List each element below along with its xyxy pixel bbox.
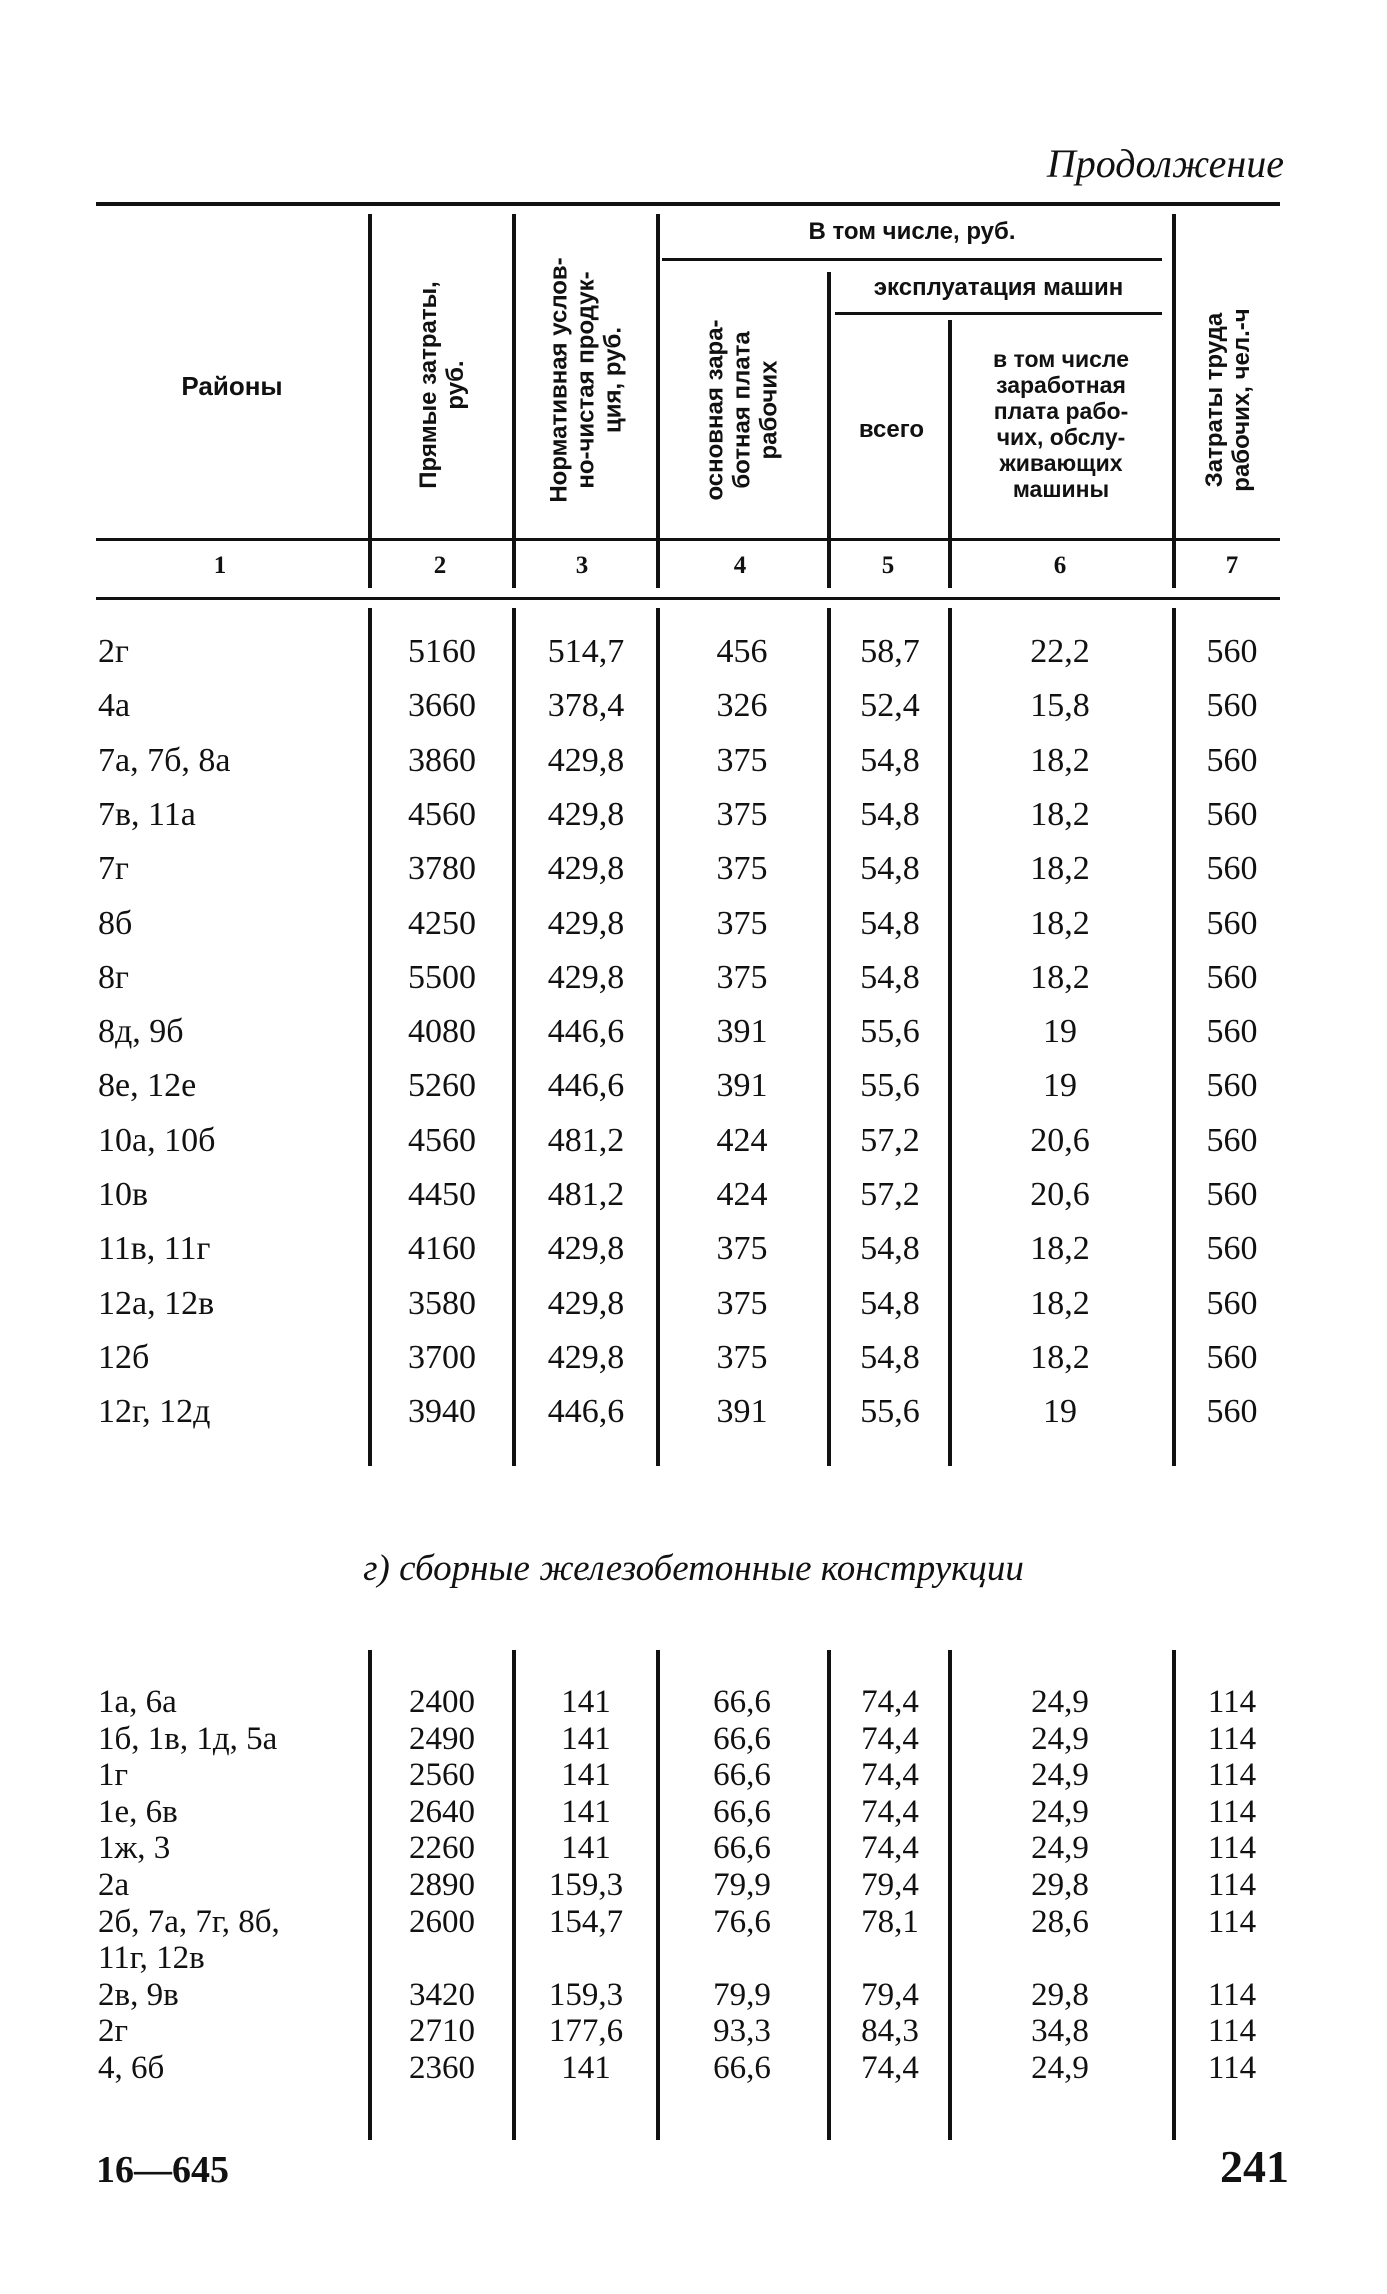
- value-cell: 54,8: [860, 904, 920, 942]
- region-cell: 2б, 7а, 7г, 8б,: [98, 1903, 280, 1940]
- value-cell: 66,6: [713, 1720, 771, 1757]
- value-cell: 20,6: [1030, 1176, 1090, 1213]
- value-cell: 2600: [409, 1903, 475, 1940]
- table-row: [0, 1757, 1387, 1793]
- value-cell: 2640: [409, 1793, 475, 1830]
- value-cell: 3420: [409, 1976, 475, 2013]
- value-cell: 159,3: [548, 1976, 624, 2013]
- value-cell: 141: [561, 1684, 611, 1720]
- value-cell: 560: [1206, 904, 1258, 942]
- value-cell: 429,8: [547, 1338, 625, 1376]
- table-row: [0, 1684, 1387, 1720]
- value-cell: 19: [1043, 1013, 1077, 1051]
- region-cell: 2в, 9в: [98, 1976, 179, 2013]
- table-row: [0, 686, 1387, 726]
- value-cell: 79,4: [861, 1867, 919, 1903]
- value-cell: 74,4: [861, 1830, 919, 1867]
- header-bottom-rule: [96, 538, 1280, 541]
- region-cell: 7а, 7б, 8а: [98, 741, 231, 779]
- value-cell: 560: [1206, 633, 1258, 670]
- value-cell: 2560: [409, 1757, 475, 1794]
- value-cell: 55,6: [860, 1013, 920, 1051]
- table-top-rule: [96, 202, 1280, 206]
- value-cell: 79,4: [861, 1976, 919, 2013]
- value-cell: 29,8: [1031, 1976, 1089, 2013]
- table-row: [0, 1012, 1387, 1052]
- value-cell: 3700: [408, 1338, 476, 1376]
- value-cell: 4160: [408, 1230, 476, 1268]
- value-cell: 429,8: [547, 850, 625, 888]
- col-number: 4: [733, 552, 747, 579]
- value-cell: 2400: [409, 1684, 475, 1720]
- table-row: [0, 1904, 1387, 1940]
- value-cell: 560: [1206, 1067, 1258, 1105]
- value-cell: 2260: [409, 1830, 475, 1867]
- value-cell: 2710: [409, 2013, 475, 2050]
- value-cell: 114: [1207, 2013, 1257, 2050]
- value-cell: 114: [1207, 2050, 1257, 2086]
- value-cell: 66,6: [713, 1757, 771, 1794]
- header-direct-costs: Прямые затраты, руб.: [415, 281, 469, 489]
- table-row: [0, 2050, 1387, 2086]
- value-cell: 57,2: [860, 1176, 920, 1213]
- region-cell: 4, 6б: [98, 2050, 165, 2086]
- value-cell: 177,6: [548, 2013, 624, 2050]
- value-cell: 4560: [408, 795, 476, 833]
- value-cell: 18,2: [1030, 1284, 1090, 1322]
- region-cell: 1а, 6а: [98, 1684, 177, 1720]
- table-row: [0, 1721, 1387, 1757]
- value-cell: 5160: [408, 633, 476, 670]
- value-cell: 93,3: [713, 2013, 771, 2050]
- value-cell: 424: [716, 1121, 768, 1159]
- value-cell: 54,8: [860, 1338, 920, 1376]
- value-cell: 114: [1207, 1793, 1257, 1830]
- value-cell: 79,9: [713, 1976, 771, 2013]
- value-cell: 429,8: [547, 958, 625, 996]
- value-cell: 4080: [408, 1013, 476, 1051]
- table-row: [0, 1867, 1387, 1903]
- region-cell: 2г: [98, 633, 129, 670]
- header-normative-output: Нормативная услов- но-чистая продук- ция, руб.: [545, 257, 627, 503]
- value-cell: 66,6: [713, 2050, 771, 2086]
- value-cell: 74,4: [861, 1757, 919, 1794]
- value-cell: 74,4: [861, 1720, 919, 1757]
- value-cell: 375: [716, 850, 768, 888]
- value-cell: 5500: [408, 958, 476, 996]
- value-cell: 66,6: [713, 1793, 771, 1830]
- table-row: [0, 1392, 1387, 1432]
- header-regions: Районы: [181, 371, 283, 401]
- table-row: [0, 1175, 1387, 1215]
- table-row: [0, 1284, 1387, 1324]
- region-cell: 2г: [98, 2013, 129, 2050]
- value-cell: 481,2: [547, 1176, 625, 1213]
- col-number: 7: [1225, 552, 1239, 579]
- value-cell: 446,6: [547, 1393, 625, 1431]
- value-cell: 5260: [408, 1067, 476, 1105]
- table-row: [0, 2013, 1387, 2049]
- value-cell: 18,2: [1030, 741, 1090, 779]
- table-row: [0, 1066, 1387, 1106]
- colnum-bottom-rule: [96, 597, 1280, 600]
- value-cell: 74,4: [861, 2050, 919, 2086]
- value-cell: 54,8: [860, 850, 920, 888]
- value-cell: 54,8: [860, 741, 920, 779]
- col-number: 1: [213, 552, 227, 579]
- table-row: [0, 904, 1387, 944]
- value-cell: 429,8: [547, 904, 625, 942]
- value-cell: 481,2: [547, 1121, 625, 1159]
- table-row: [0, 1940, 1387, 1976]
- col-number: 6: [1053, 552, 1067, 579]
- value-cell: 159,3: [548, 1867, 624, 1903]
- header-divider-5: [948, 320, 952, 588]
- value-cell: 15,8: [1030, 687, 1090, 725]
- region-cell: 7г: [98, 850, 129, 888]
- table-row: [0, 1229, 1387, 1269]
- value-cell: 20,6: [1030, 1121, 1090, 1159]
- header-incl-group: В том числе, руб.: [808, 218, 1016, 245]
- value-cell: 2490: [409, 1720, 475, 1757]
- value-cell: 19: [1043, 1393, 1077, 1431]
- value-cell: 114: [1207, 1867, 1257, 1903]
- header-divider-6: [1172, 214, 1176, 588]
- region-cell: 12а, 12в: [98, 1284, 215, 1322]
- value-cell: 22,2: [1030, 633, 1090, 670]
- value-cell: 375: [716, 741, 768, 779]
- value-cell: 391: [716, 1067, 768, 1105]
- region-cell: 12г, 12д: [98, 1393, 211, 1431]
- value-cell: 74,4: [861, 1684, 919, 1720]
- value-cell: 326: [716, 687, 768, 725]
- value-cell: 84,3: [861, 2013, 919, 2050]
- value-cell: 141: [561, 1830, 611, 1867]
- header-divider-4: [827, 272, 831, 588]
- region-cell: 1б, 1в, 1д, 5а: [98, 1720, 278, 1757]
- value-cell: 4250: [408, 904, 476, 942]
- value-cell: 560: [1206, 1121, 1258, 1159]
- value-cell: 141: [561, 1720, 611, 1757]
- continuation-label: Продолжение: [1046, 141, 1284, 186]
- value-cell: 2890: [409, 1867, 475, 1903]
- value-cell: 560: [1206, 1338, 1258, 1376]
- header-divider-3: [656, 214, 660, 588]
- value-cell: 429,8: [547, 741, 625, 779]
- table-row: [0, 958, 1387, 998]
- region-cell: 8е, 12е: [98, 1067, 197, 1105]
- value-cell: 4450: [408, 1176, 476, 1213]
- value-cell: 18,2: [1030, 904, 1090, 942]
- value-cell: 375: [716, 1284, 768, 1322]
- region-cell: 11г, 12в: [98, 1940, 205, 1977]
- value-cell: 54,8: [860, 958, 920, 996]
- value-cell: 2360: [409, 2050, 475, 2086]
- value-cell: 375: [716, 1230, 768, 1268]
- value-cell: 3660: [408, 687, 476, 725]
- value-cell: 560: [1206, 850, 1258, 888]
- region-cell: 12б: [98, 1338, 150, 1376]
- value-cell: 34,8: [1031, 2013, 1089, 2050]
- value-cell: 24,9: [1031, 1757, 1089, 1794]
- table-row: [0, 1830, 1387, 1866]
- value-cell: 429,8: [547, 1230, 625, 1268]
- value-cell: 74,4: [861, 1793, 919, 1830]
- value-cell: 18,2: [1030, 958, 1090, 996]
- value-cell: 57,2: [860, 1121, 920, 1159]
- value-cell: 375: [716, 795, 768, 833]
- value-cell: 3780: [408, 850, 476, 888]
- table-row: [0, 1338, 1387, 1378]
- value-cell: 560: [1206, 1230, 1258, 1268]
- value-cell: 55,6: [860, 1393, 920, 1431]
- value-cell: 560: [1206, 1013, 1258, 1051]
- value-cell: 141: [561, 2050, 611, 2086]
- table-row: [0, 849, 1387, 889]
- value-cell: 54,8: [860, 1230, 920, 1268]
- value-cell: 560: [1206, 1284, 1258, 1322]
- value-cell: 429,8: [547, 1284, 625, 1322]
- value-cell: 375: [716, 1338, 768, 1376]
- page-number: 241: [1220, 2141, 1289, 2192]
- region-cell: 1ж, 3: [98, 1830, 171, 1867]
- value-cell: 375: [716, 958, 768, 996]
- section-title: г) сборные железобетонные конструкции: [363, 1548, 1024, 1589]
- value-cell: 446,6: [547, 1067, 625, 1105]
- header-machine-ops: эксплуатация машин: [873, 274, 1124, 301]
- region-cell: 8г: [98, 958, 129, 996]
- value-cell: 560: [1206, 795, 1258, 833]
- region-cell: 4а: [98, 687, 131, 725]
- value-cell: 114: [1207, 1684, 1257, 1720]
- header-divider-2: [512, 214, 516, 588]
- value-cell: 456: [716, 633, 768, 670]
- value-cell: 114: [1207, 1903, 1257, 1940]
- table-row: [0, 795, 1387, 835]
- value-cell: 391: [716, 1013, 768, 1051]
- value-cell: 3940: [408, 1393, 476, 1431]
- region-cell: 2а: [98, 1867, 130, 1903]
- region-cell: 11в, 11г: [98, 1230, 211, 1268]
- value-cell: 3860: [408, 741, 476, 779]
- value-cell: 560: [1206, 1393, 1258, 1431]
- value-cell: 4560: [408, 1121, 476, 1159]
- value-cell: 391: [716, 1393, 768, 1431]
- value-cell: 141: [561, 1793, 611, 1830]
- value-cell: 114: [1207, 1830, 1257, 1867]
- col-number: 5: [881, 552, 895, 579]
- region-cell: 1г: [98, 1757, 129, 1794]
- value-cell: 18,2: [1030, 1230, 1090, 1268]
- region-cell: 10а, 10б: [98, 1121, 216, 1159]
- value-cell: 560: [1206, 958, 1258, 996]
- value-cell: 66,6: [713, 1830, 771, 1867]
- value-cell: 24,9: [1031, 1793, 1089, 1830]
- table-row: [0, 632, 1387, 672]
- value-cell: 114: [1207, 1976, 1257, 2013]
- value-cell: 29,8: [1031, 1867, 1089, 1903]
- value-cell: 78,1: [861, 1903, 919, 1940]
- table-row: [0, 741, 1387, 781]
- value-cell: 114: [1207, 1757, 1257, 1794]
- table-row: [0, 1121, 1387, 1161]
- header-total: всего: [858, 416, 925, 443]
- value-cell: 154,7: [548, 1903, 624, 1940]
- value-cell: 560: [1206, 741, 1258, 779]
- value-cell: 18,2: [1030, 795, 1090, 833]
- header-labor: Затраты труда рабочих, чел.-ч: [1201, 308, 1255, 492]
- region-cell: 10в: [98, 1176, 149, 1213]
- value-cell: 19: [1043, 1067, 1077, 1105]
- value-cell: 54,8: [860, 795, 920, 833]
- table-row: [0, 1977, 1387, 2013]
- col-number: 2: [433, 552, 447, 579]
- value-cell: 79,9: [713, 1867, 771, 1903]
- value-cell: 378,4: [547, 687, 625, 725]
- value-cell: 28,6: [1031, 1903, 1089, 1940]
- value-cell: 66,6: [713, 1684, 771, 1720]
- region-cell: 7в, 11а: [98, 795, 196, 833]
- value-cell: 18,2: [1030, 1338, 1090, 1376]
- table-row: [0, 1794, 1387, 1830]
- value-cell: 58,7: [860, 633, 920, 670]
- value-cell: 446,6: [547, 1013, 625, 1051]
- region-cell: 1е, 6в: [98, 1793, 178, 1830]
- value-cell: 18,2: [1030, 850, 1090, 888]
- value-cell: 141: [561, 1757, 611, 1794]
- value-cell: 375: [716, 904, 768, 942]
- incl-group-rule: [662, 258, 1162, 261]
- value-cell: 24,9: [1031, 1830, 1089, 1867]
- value-cell: 24,9: [1031, 1720, 1089, 1757]
- value-cell: 24,9: [1031, 1684, 1089, 1720]
- footer-code: 16—645: [96, 2149, 229, 2191]
- value-cell: 424: [716, 1176, 768, 1213]
- value-cell: 55,6: [860, 1067, 920, 1105]
- region-cell: 8б: [98, 904, 133, 942]
- value-cell: 54,8: [860, 1284, 920, 1322]
- value-cell: 114: [1207, 1720, 1257, 1757]
- header-base-wage: основная зара- ботная плата рабочих: [701, 319, 783, 501]
- value-cell: 560: [1206, 1176, 1258, 1213]
- value-cell: 52,4: [860, 687, 920, 725]
- value-cell: 429,8: [547, 795, 625, 833]
- value-cell: 560: [1206, 687, 1258, 725]
- region-cell: 8д, 9б: [98, 1013, 184, 1051]
- machine-ops-rule: [835, 312, 1162, 315]
- value-cell: 514,7: [547, 633, 625, 670]
- header-divider-1: [368, 214, 372, 588]
- col-number: 3: [575, 552, 589, 579]
- header-incl-wages: в том числе заработная плата рабо- чих, обслу- живающих машины: [992, 346, 1130, 502]
- value-cell: 3580: [408, 1284, 476, 1322]
- value-cell: 76,6: [713, 1903, 771, 1940]
- value-cell: 24,9: [1031, 2050, 1089, 2086]
